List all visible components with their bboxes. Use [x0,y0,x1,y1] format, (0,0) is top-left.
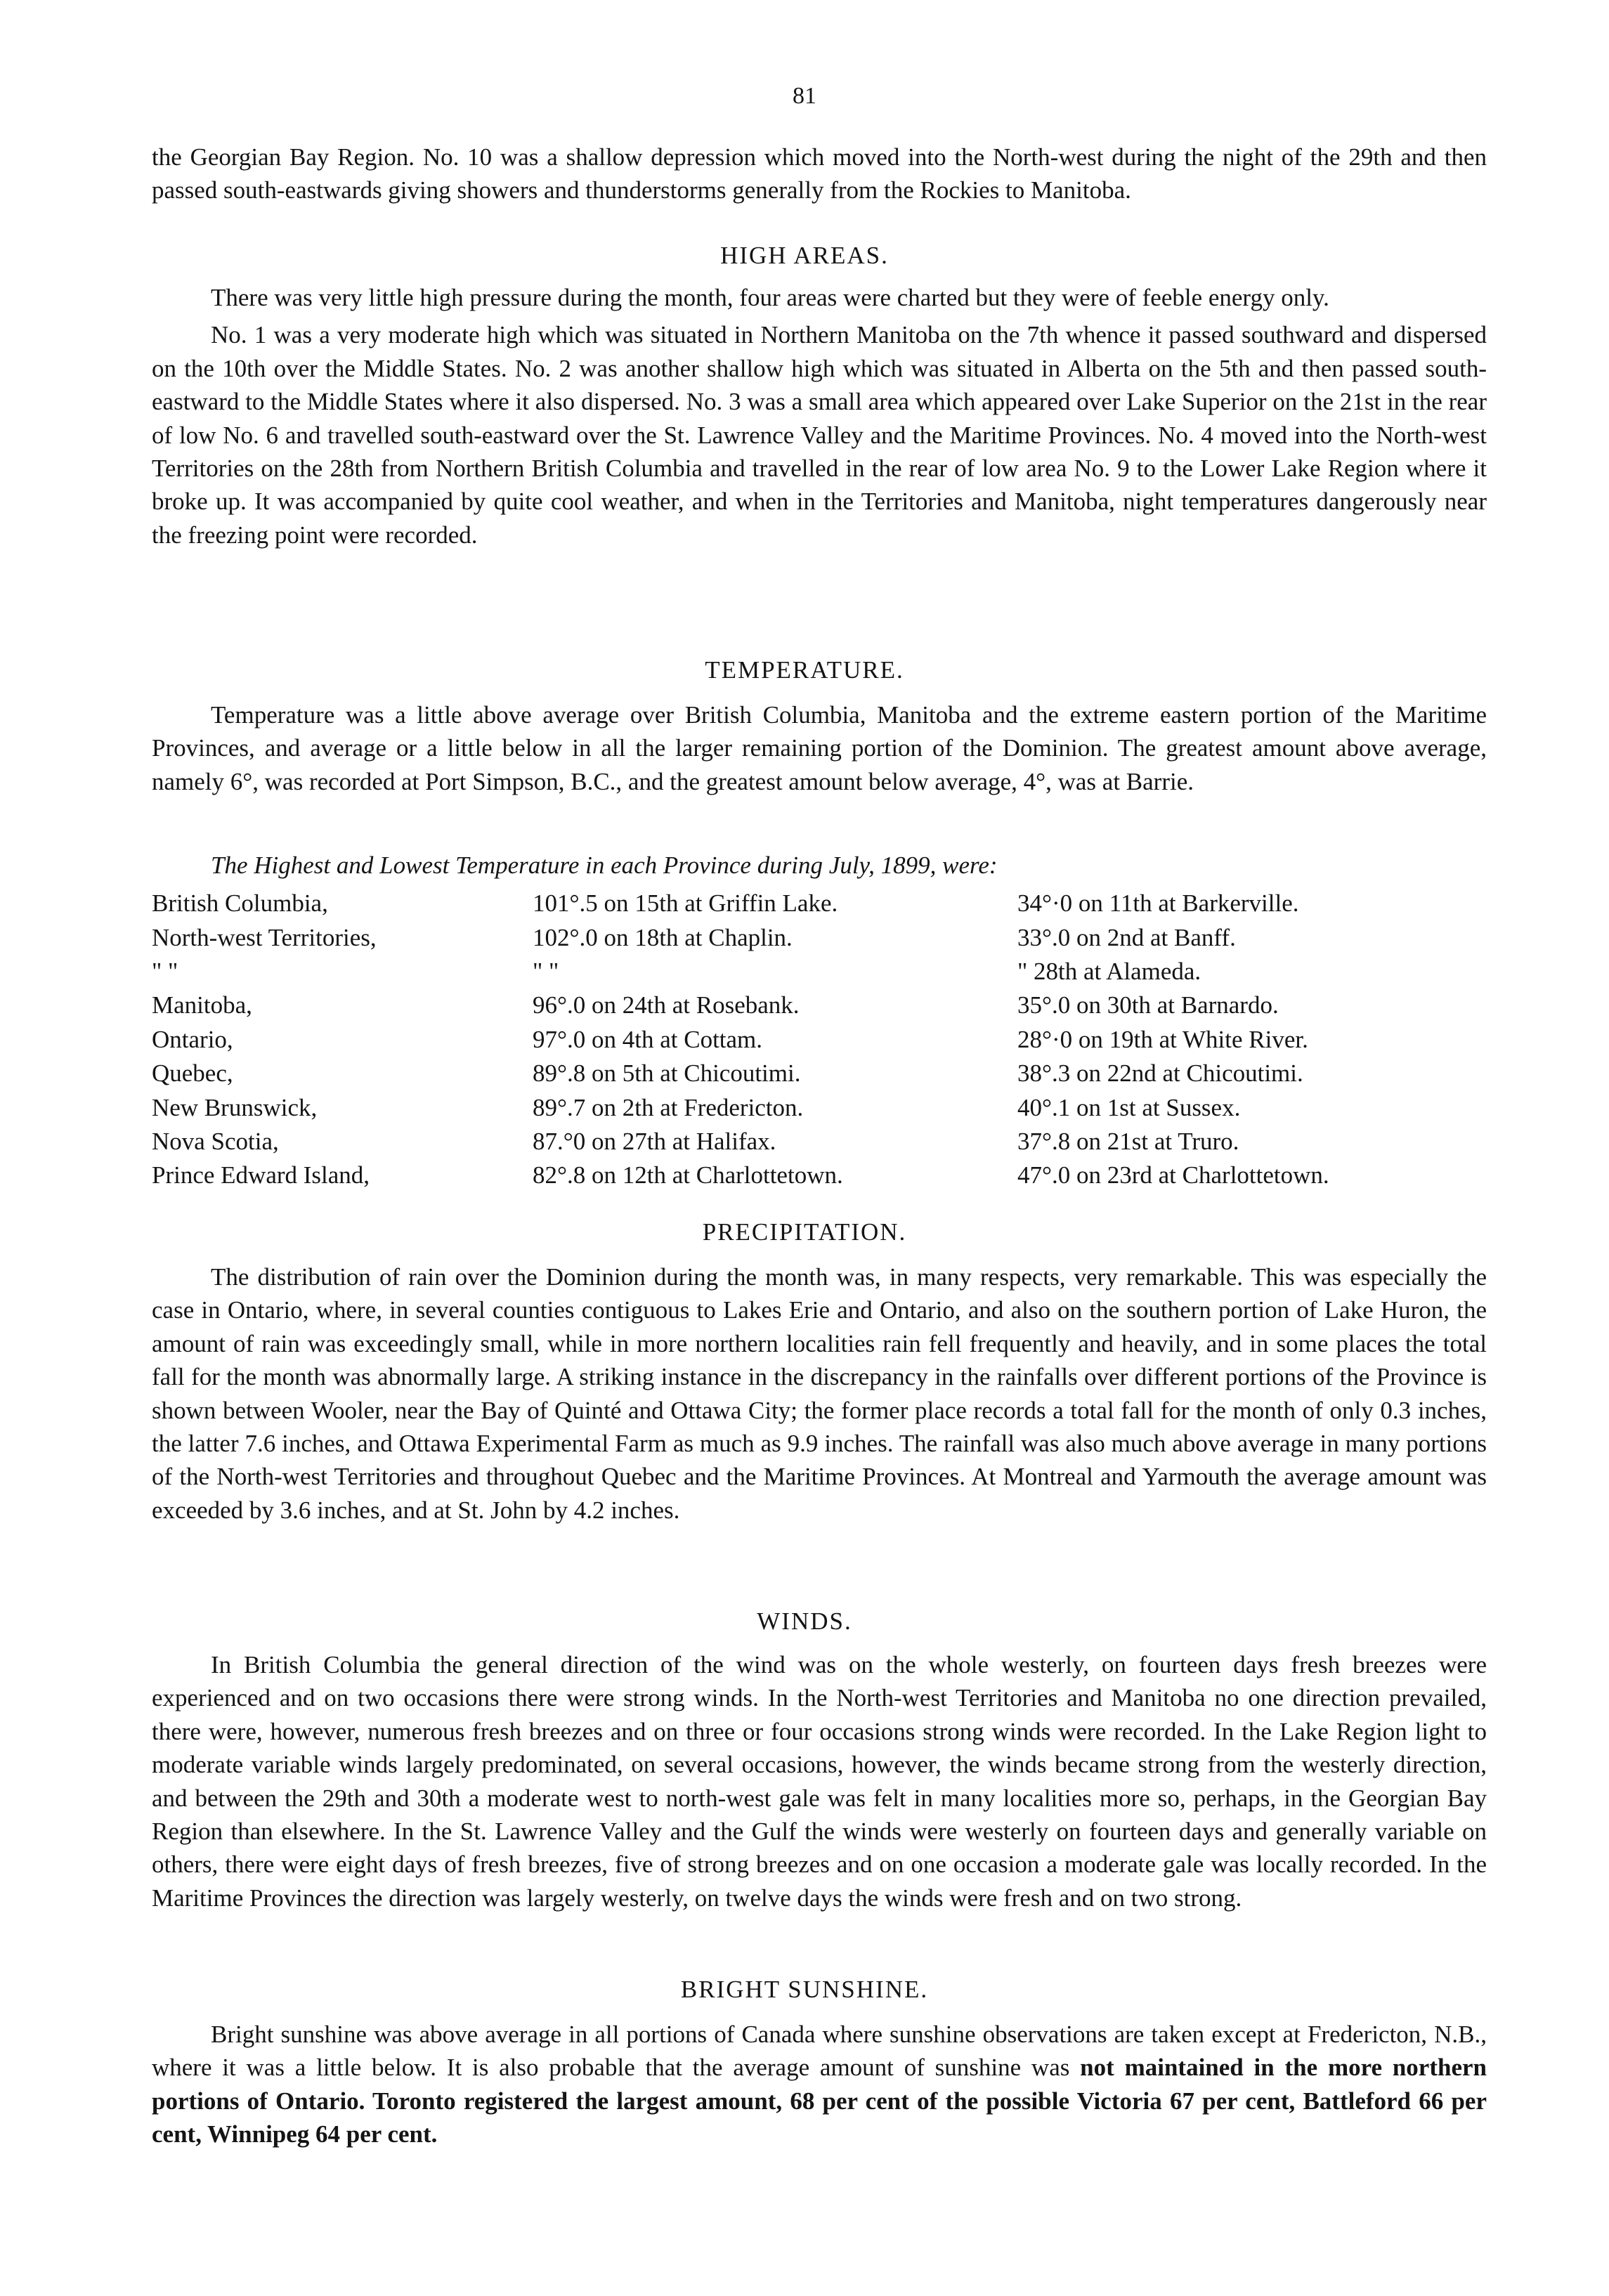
lowest-temp-cell: 40°.1 on 1st at Sussex. [1017,1093,1241,1121]
temperature-table-caption: The Highest and Lowest Temperature in each Province during July, 1899, were: [211,852,998,879]
page-number: 81 [793,83,816,109]
province-cell: Prince Edward Island, [152,1161,370,1189]
province-cell: Quebec, [152,1059,233,1088]
province-cell: " " [152,957,178,985]
bright-sunshine-text: Bright sunshine was above average in all portions of Canada where sunshine observations are taken except at Fredericton, N.B., where it was a little below. It is also probable that the average amount of sunshine was [152,2021,1487,2082]
precipitation-section [152,1260,1487,1527]
highest-temp-cell: 102°.0 on 18th at Chaplin. [533,923,793,951]
highest-temp-cell: 87.°0 on 27th at Halifax. [533,1127,776,1155]
intro-text: the Georgian Bay Region. No. 10 was a shallow depression which moved into the North-west during the night of the 29th and then passed south-eastwards giving showers and thunderstorms generally from the Rockies to Manitoba. [152,143,1487,204]
temperature-table [152,887,1487,1193]
highest-temp-cell: 101°.5 on 15th at Griffin Lake. [533,889,838,918]
heading-precipitation: PRECIPITATION. [702,1218,907,1246]
temperature-row [152,920,1487,954]
bright-sunshine-bold-text: not maintained in the more northern portions of Ontario. Toronto registered the largest amount, 68 per cent of the possible Victoria 67 per cent, Battleford 66 per cent, Winnipeg 64 per cent. [152,2054,1487,2148]
bright-sunshine-paragraph [152,2018,1487,2151]
temperature-row [152,1125,1487,1159]
temperature-row [152,1090,1487,1124]
winds-section [152,1648,1487,1915]
lowest-temp-cell: 33°.0 on 2nd at Banff. [1017,923,1236,951]
highest-temp-cell: 82°.8 on 12th at Charlottetown. [533,1161,843,1189]
province-cell: Ontario, [152,1025,233,1053]
province-cell: New Brunswick, [152,1093,318,1121]
highest-temp-cell: 96°.0 on 24th at Rosebank. [533,991,800,1019]
province-cell: North-west Territories, [152,923,377,951]
lowest-temp-cell: 28°·0 on 19th at White River. [1017,1025,1308,1053]
high-areas-paragraph-1: There was very little high pressure during the month, four areas were charted but they were of feeble energy only. [211,284,1329,311]
temperature-paragraph: Temperature was a little above average over British Columbia, Manitoba and the extreme eastern portion of the Maritime Provinces, and average or a little below in all the larger remaining portion of the Dominion. The greatest amount above average, namely 6°, was recorded at Port Simpson, B.C., and the greatest amount below average, 4°, was at Barrie. [152,701,1487,795]
lowest-temp-cell: 34°·0 on 11th at Barkerville. [1017,889,1299,918]
highest-temp-cell: 97°.0 on 4th at Cottam. [533,1025,763,1053]
highest-temp-cell: " " [533,957,559,985]
lowest-temp-cell: 37°.8 on 21st at Truro. [1017,1127,1239,1155]
heading-winds: WINDS. [757,1607,852,1635]
winds-paragraph: In British Columbia the general direction of the wind was on the whole westerly, on fourteen days fresh breezes were experienced and on two occasions there were strong winds. In the North-west Territories and Manitoba no one direction prevailed, there were, however, numerous fresh breezes and on three or four occasions strong winds were recorded. In the Lake Region light to moderate variable winds largely predominated, on several occasions, however, the winds became strong from the westerly direction, and between the 29th and 30th a moderate west to north-west gale was felt in many localities more so, perhaps, in the Georgian Bay Region than elsewhere. In the St. Lawrence Valley and the Gulf the winds were westerly on fourteen days and generally variable on others, there were eight days of fresh breezes, five of strong breezes and on one occasion a moderate gale was locally recorded. In the Maritime Provinces the direction was largely westerly, on twelve days the winds were fresh and on two strong. [152,1651,1487,1912]
precipitation-paragraph: The distribution of rain over the Dominion during the month was, in many respects, very remarkable. This was especially the case in Ontario, where, in several counties contiguous to Lakes Erie and Ontario, and also on the southern portion of Lake Huron, the amount of rain was exceedingly small, while in more northern localities rain fell frequently and heavily, and in some places the total fall for the month was abnormally large. A striking instance in the discrepancy in the rainfalls over different portions of the Province is shown between Wooler, near the Bay of Quinté and Ottawa City; the former place records a total fall for the month of only 0.3 inches, the latter 7.6 inches, and Ottawa Experimental Farm as much as 9.9 inches. The rainfall was also much above average in many portions of the North-west Territories and throughout Quebec and the Maritime Provinces. At Montreal and Yarmouth the average amount was exceeded by 3.6 inches, and at St. John by 4.2 inches. [152,1263,1487,1524]
province-cell: Nova Scotia, [152,1127,279,1155]
temperature-row [152,989,1487,1022]
temperature-row [152,1023,1487,1057]
temperature-row [152,955,1487,989]
heading-temperature: TEMPERATURE. [705,656,904,684]
province-cell: Manitoba, [152,991,252,1019]
highest-temp-cell: 89°.8 on 5th at Chicoutimi. [533,1059,801,1088]
lowest-temp-cell: 47°.0 on 23rd at Charlottetown. [1017,1161,1329,1189]
highest-temp-cell: 89°.7 on 2th at Fredericton. [533,1093,804,1121]
heading-bright-sunshine: BRIGHT SUNSHINE. [680,1976,929,2003]
intro-paragraph [152,141,1487,207]
lowest-temp-cell: " 28th at Alameda. [1017,957,1201,985]
temperature-row [152,1057,1487,1090]
heading-high-areas: HIGH AREAS. [720,242,889,269]
temperature-section [152,698,1487,798]
lowest-temp-cell: 38°.3 on 22nd at Chicoutimi. [1017,1059,1303,1088]
bright-sunshine-section [152,2018,1487,2151]
lowest-temp-cell: 35°.0 on 30th at Barnardo. [1017,991,1279,1019]
temperature-row [152,887,1487,920]
temperature-row [152,1159,1487,1192]
high-areas-section [152,281,1487,552]
high-areas-paragraph-2: No. 1 was a very moderate high which was situated in Northern Manitoba on the 7th whence it passed southward and dispersed on the 10th over the Middle States. No. 2 was another shallow high which was situated in Alberta on the 5th and then passed south-eastward to the Middle States where it also dispersed. No. 3 was a small area which appeared over Lake Superior on the 21st in the rear of low No. 6 and travelled south-eastward over the St. Lawrence Valley and the Maritime Provinces. No. 4 moved into the North-west Territories on the 28th from Northern British Columbia and travelled in the rear of low area No. 9 to the Lower Lake Region where it broke up. It was accompanied by quite cool weather, and when in the Territories and Manitoba, night temperatures dangerously near the freezing point were recorded. [152,321,1487,549]
province-cell: British Columbia, [152,889,328,918]
